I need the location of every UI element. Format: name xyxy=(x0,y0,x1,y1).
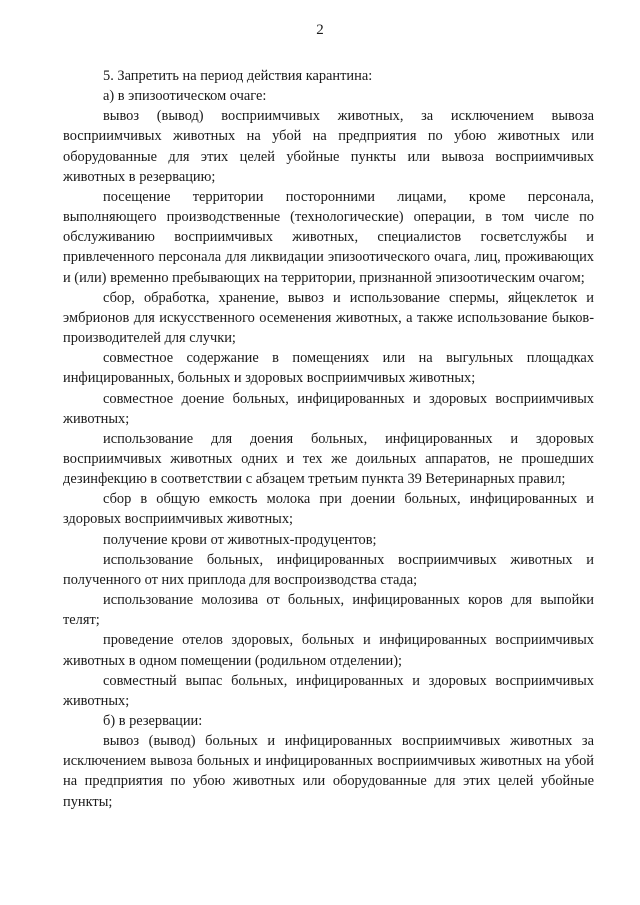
paragraph: использование больных, инфицированных восприимчивых животных и полученного от них приплода для воспроизводства стада; xyxy=(63,551,594,588)
paragraph: совместное содержание в помещениях или на выгульных площадках инфицированных, больных и здоровых восприимчивых животных; xyxy=(63,350,594,387)
paragraph-quarantine-ban-heading: 5. Запретить на период действия карантина: xyxy=(103,68,373,84)
paragraph: совместное доение больных, инфицированных и здоровых восприимчивых животных; xyxy=(63,390,594,427)
paragraph: совместный выпас больных, инфицированных и здоровых восприимчивых животных; xyxy=(63,672,594,709)
paragraph: посещение территории посторонними лицами, кроме персонала, выполняющего производственные (технологические) операции, в том числе по обслуживанию восприимчивых животных, специалистов госветслужбы и привлеченного персонала для ликвидации эпизоотического очага, лиц, проживающих и (или) временно пребывающих на территории, признанной эпизоотическим очагом; xyxy=(63,188,594,286)
page-number: 2 xyxy=(316,22,324,38)
paragraph-subsection-a: а) в эпизоотическом очаге: xyxy=(103,88,267,105)
paragraph: вывоз (вывод) больных и инфицированных восприимчивых животных за исключением вывоза больных и инфицированных восприимчивых животных на убой на предприятия по убою животных или оборудованные для этих целей убойные пункты; xyxy=(63,733,594,810)
paragraph: вывоз (вывод) восприимчивых животных, за исключением вывоза восприимчивых животных на убой на предприятия по убою животных или оборудованные для этих целей убойные пункты или вывоза восприимчивых животных в резервацию; xyxy=(63,108,594,185)
paragraph-subsection-b: б) в резервации: xyxy=(103,713,203,729)
paragraph: использование молозива от больных, инфицированных коров для выпойки телят; xyxy=(63,592,594,629)
paragraph: получение крови от животных-продуцентов; xyxy=(103,531,377,548)
paragraph: использование для доения больных, инфицированных и здоровых восприимчивых животных одних и тех же доильных аппаратов, не прошедших дезинфекцию в соответствии с абзацем третьим пункта 39 Ветеринарных правил; xyxy=(63,430,594,488)
paragraph: сбор в общую емкость молока при доении больных, инфицированных и здоровых восприимчивых животных; xyxy=(63,491,594,528)
paragraph: сбор, обработка, хранение, вывоз и использование спермы, яйцеклеток и эмбрионов для искусственного осеменения животных, а также использование быков-производителей для случки; xyxy=(63,289,594,347)
document-body xyxy=(63,66,594,812)
paragraph: проведение отелов здоровых, больных и инфицированных восприимчивых животных в одном помещении (родильном отделении); xyxy=(63,632,594,669)
